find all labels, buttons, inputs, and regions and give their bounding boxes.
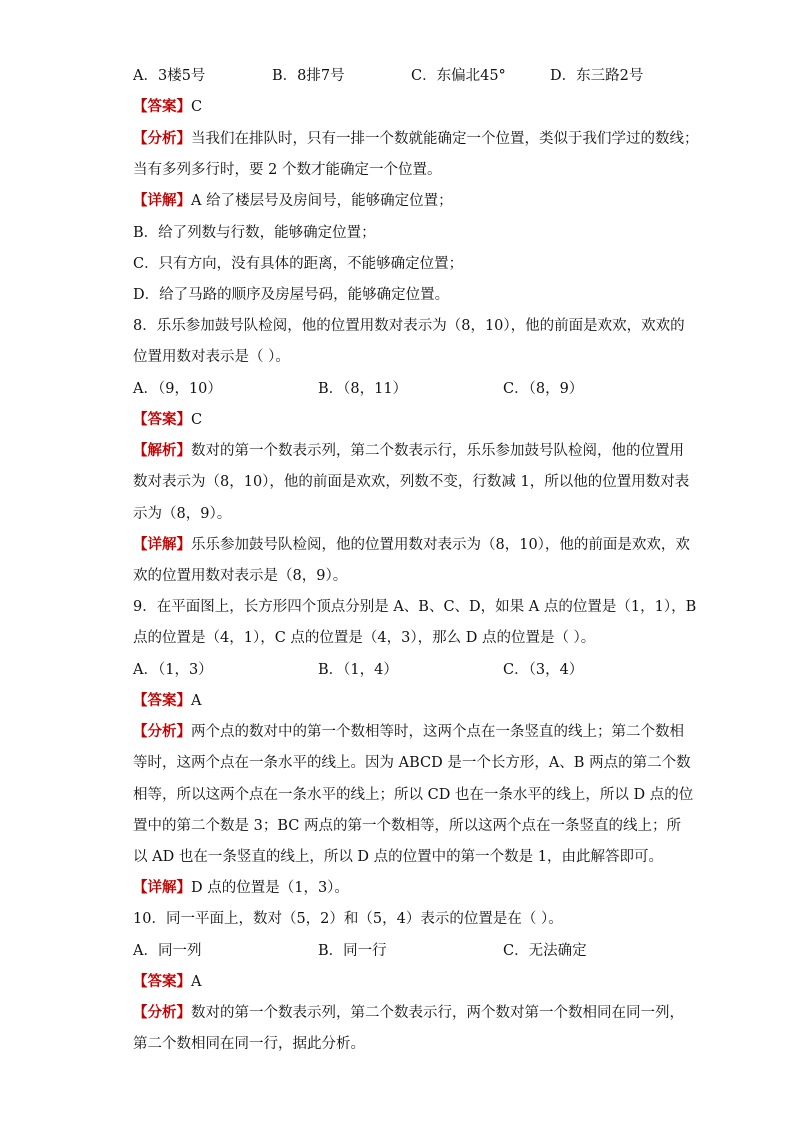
detail-text: A 给了楼层号及房间号，能够确定位置； xyxy=(191,193,453,209)
q8-analysis-line-3: 示为（8，9）。 xyxy=(133,506,232,522)
answer-value: C xyxy=(191,99,203,115)
q7-option-b: B．8排7号 xyxy=(272,68,345,84)
analysis-text: 数对的第一个数表示列，第二个数表示行，乐乐参加鼓号队检阅，他的位置用 xyxy=(191,443,684,459)
answer-value: C xyxy=(191,412,203,428)
answer-value: A xyxy=(191,974,202,990)
q9-option-b: B．（1，4） xyxy=(318,662,398,678)
q10-analysis-line-2: 第二个数相同在同一行，据此分析。 xyxy=(133,1036,365,1052)
answer-tag: 【答案】 xyxy=(133,973,191,990)
analysis-tag: 【解析】 xyxy=(133,442,191,459)
q8-option-a: A．（9，10） xyxy=(133,381,222,397)
q7-analysis-line-2: 当有多列多行时，要 2 个数才能确定一个位置。 xyxy=(133,162,442,178)
answer-value: A xyxy=(191,693,202,709)
q9-option-a: A．（1，3） xyxy=(133,662,213,678)
q9-stem-line-1: 9．在平面图上，长方形四个顶点分别是 A、B、C、D，如果 A 点的位置是（1，1），B xyxy=(133,599,697,615)
q7-detail-line-4: D．给了马路的顺序及房屋号码，能够确定位置。 xyxy=(133,287,450,303)
q9-analysis-line-2: 等时，这两个点在一条水平的线上。因为 ABCD 是一个长方形，A、B 两点的第二个数 xyxy=(133,755,691,771)
detail-tag: 【详解】 xyxy=(133,536,191,553)
q9-answer xyxy=(133,691,201,711)
q9-analysis-line-3: 相等，所以这两个点在一条水平的线上；所以 CD 也在一条水平的线上，所以 D 点的位 xyxy=(133,787,694,803)
detail-tag: 【详解】 xyxy=(133,879,191,896)
q7-option-d: D．东三路2号 xyxy=(550,68,644,84)
q8-analysis-line-2: 数对表示为（8，10），他的前面是欢欢，列数不变，行数减 1，所以他的位置用数对表 xyxy=(133,474,690,490)
q9-analysis-line-4: 置中的第二个数是 3；BC 两点的第一个数相等，所以这两个点在一条竖直的线上；所 xyxy=(133,818,681,834)
analysis-text: 数对的第一个数表示列，第二个数表示行，两个数对第一个数相同在同一列， xyxy=(191,1005,684,1021)
answer-tag: 【答案】 xyxy=(133,411,191,428)
detail-tag: 【详解】 xyxy=(133,192,191,209)
q10-option-a: A．同一列 xyxy=(133,943,202,959)
q10-stem-line-1: 10．同一平面上，数对（5，2）和（5，4）表示的位置是在（ ）。 xyxy=(133,911,563,927)
q9-stem-line-2: 点的位置是（4，1），C 点的位置是（4，3），那么 D 点的位置是（ ）。 xyxy=(133,630,596,646)
q8-answer xyxy=(133,410,202,430)
q7-answer xyxy=(133,97,202,117)
q7-detail-line-2: B．给了列数与行数，能够确定位置； xyxy=(133,225,376,241)
q7-option-c: C．东偏北45° xyxy=(411,68,506,84)
q7-detail-line-3: C．只有方向，没有具体的距离，不能够确定位置； xyxy=(133,256,464,272)
q10-option-c: C．无法确定 xyxy=(503,943,587,959)
q8-analysis-line-1 xyxy=(133,441,684,461)
q9-analysis-line-5: 以 AD 也在一条竖直的线上，所以 D 点的位置中的第一个数是 1，由此解答即可。 xyxy=(133,849,663,865)
q8-detail-line-1 xyxy=(133,535,690,555)
q10-option-b: B．同一行 xyxy=(318,943,387,959)
q9-option-c: C．（3，4） xyxy=(503,662,584,678)
q7-option-a: A．3楼5号 xyxy=(133,68,206,84)
q10-analysis-line-1 xyxy=(133,1003,684,1023)
q8-option-b: B．（8，11） xyxy=(318,381,408,397)
q7-detail-line-1 xyxy=(133,191,453,211)
q8-stem-line-2: 位置用数对表示是（ ）。 xyxy=(133,349,290,365)
q7-analysis-line-1 xyxy=(133,129,699,149)
analysis-text: 当我们在排队时，只有一排一个数就能确定一个位置，类似于我们学过的数线； xyxy=(191,131,699,147)
q8-detail-line-2: 欢的位置用数对表示是（8，9）。 xyxy=(133,568,348,584)
q9-analysis-line-1 xyxy=(133,722,684,742)
detail-text: D 点的位置是（1，3）。 xyxy=(191,880,349,896)
answer-tag: 【答案】 xyxy=(133,692,191,709)
q9-detail-line-1 xyxy=(133,878,349,898)
q8-stem-line-1: 8．乐乐参加鼓号队检阅，他的位置用数对表示为（8，10），他的前面是欢欢，欢欢的 xyxy=(133,318,685,334)
q8-option-c: C．（8，9） xyxy=(503,381,584,397)
detail-text: 乐乐参加鼓号队检阅，他的位置用数对表示为（8，10），他的前面是欢欢，欢 xyxy=(191,537,690,553)
q10-answer xyxy=(133,972,201,992)
analysis-tag: 【分析】 xyxy=(133,1004,191,1021)
analysis-tag: 【分析】 xyxy=(133,130,191,147)
analysis-text: 两个点的数对中的第一个数相等时，这两个点在一条竖直的线上；第二个数相 xyxy=(191,724,684,740)
answer-tag: 【答案】 xyxy=(133,98,191,115)
analysis-tag: 【分析】 xyxy=(133,723,191,740)
